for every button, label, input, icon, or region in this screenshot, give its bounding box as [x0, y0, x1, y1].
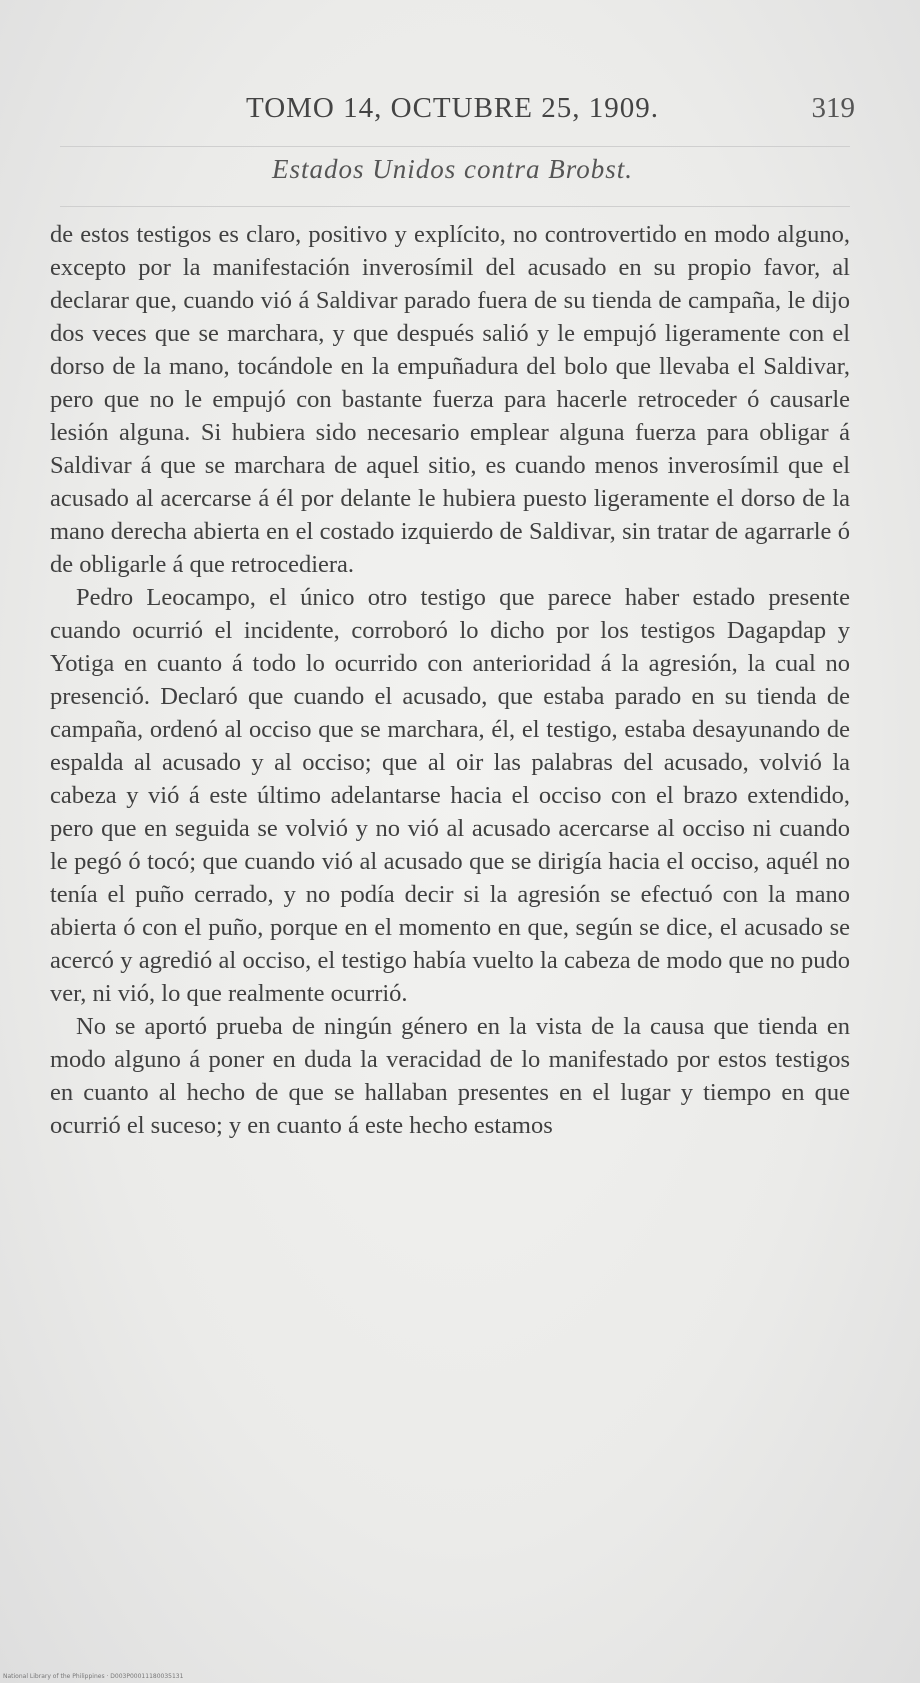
header-rule-top	[60, 146, 850, 147]
source-note: National Library of the Philippines · D003P00011180035131	[3, 1673, 184, 1680]
paragraph-3: No se aportó prueba de ningún género en la vista de la causa que tienda en modo alguno á poner en duda la veracidad de lo manifestado por estos testigos en cuanto al hecho de que se hallaban presentes en el lugar y tiempo en que ocurrió el suceso; y en cuanto á este hecho estamos	[50, 1013, 850, 1139]
running-head: TOMO 14, OCTUBRE 25, 1909.	[246, 92, 659, 124]
paragraph-2: Pedro Leocampo, el único otro testigo que parece haber estado presente cuando ocurrió el incidente, corroboró lo dicho por los testigos Dagapdap y Yotiga en cuanto á todo lo ocurrido con anterioridad á la agresión, la cual no presenció. Declaró que cuando el acusado, que estaba parado en su tienda de campaña, ordenó al occiso que se marchara, él, el testigo, estaba desayunando de espalda al acusado y al occiso; que al oir las palabras del acusado, volvió la cabeza y vió á este último adelantarse hacia el occiso con el brazo extendido, pero que en seguida se volvió y no vió al acusado acercarse al occiso ni cuando le pegó ó tocó; que cuando vió al acusado que se dirigía hacia el occiso, aquél no tenía el puño cerrado, y no podía decir si la agresión se efectuó con la mano abierta ó con el puño, porque en el momento en que, según se dice, el acusado se acercó y agredió al occiso, el testigo había vuelto la cabeza de modo que no pudo ver, ni vió, lo que realmente ocurrió.	[50, 584, 850, 1007]
paragraph-1: de estos testigos es claro, positivo y explícito, no controvertido en modo alguno, excepto por la manifestación inverosímil del acusado en su propio favor, al declarar que, cuando vió á Saldivar parado fuera de su tienda de campaña, le dijo dos veces que se marchara, y que después salió y le empujó ligeramente con el dorso de la mano, tocándole en la empuñadura del bolo que llevaba el Saldivar, pero que no le empujó con bastante fuerza para hacerle retroceder ó causarle lesión alguna. Si hubiera sido necesario emplear alguna fuerza para obligar á Saldivar á que se marchara de aquel sitio, es cuando menos inverosímil que el acusado al acercarse á él por delante le hubiera puesto ligeramente el dorso de la mano derecha abierta en el costado izquierdo de Saldivar, sin tratar de agarrarle ó de obligarle á que retrocediera.	[50, 221, 850, 578]
case-title: Estados Unidos contra Brobst.	[271, 154, 633, 184]
page-number: 319	[811, 92, 855, 124]
header-rule-bottom	[60, 206, 850, 207]
body-text	[50, 218, 850, 1142]
page-header	[50, 92, 855, 142]
